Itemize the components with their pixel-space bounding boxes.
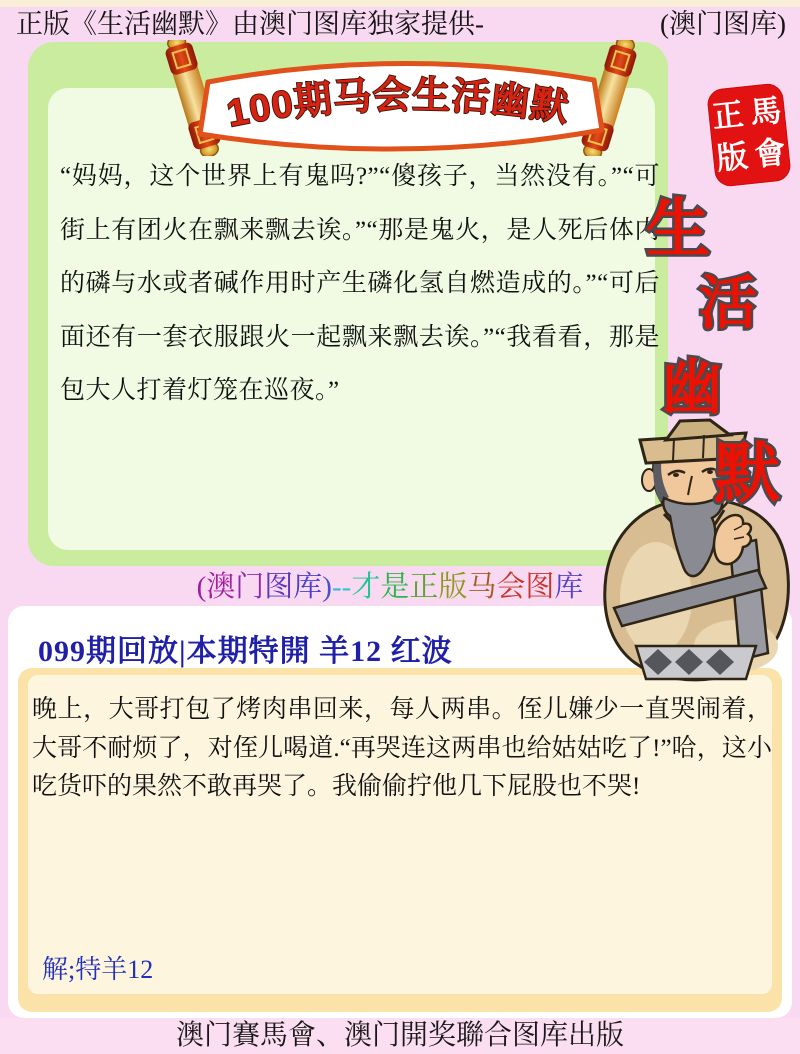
seal-char: 正	[710, 96, 746, 135]
header-provider-text: 正版《生活幽默》由澳门图库独家提供-	[16, 9, 484, 39]
tagline-char: 马	[467, 571, 497, 603]
banner-title-text: 100期马会生活幽默	[223, 74, 573, 136]
tagline-char: 才	[351, 571, 381, 603]
seal-char: 馬	[748, 92, 783, 131]
top-bar	[0, 7, 800, 42]
vertical-title-char: 活	[699, 269, 758, 337]
top-edge-strip	[0, 0, 800, 7]
replay-answer: 解;特羊12	[42, 955, 154, 984]
scroll-banner	[156, 40, 646, 156]
header-source-text: (澳门图库)	[660, 9, 786, 39]
footer-bar	[0, 1018, 800, 1054]
replay-gold-frame	[18, 668, 782, 1012]
seal-char: 會	[752, 134, 788, 173]
vertical-title-char: 幽	[662, 353, 722, 423]
tagline-char: 版	[438, 571, 468, 603]
main-joke-text: “妈妈，这个世界上有鬼吗?”“傻孩子，当然没有。”“可街上有团火在飘来飘去诶。”“那是鬼火，是人死后体内的磷与水或者碱作用时产生磷化氢自燃造成的。”“可后面还有一套衣服跟火一起飘来飘去诶。”“我看看，那是包大人打着灯笼在巡夜。”	[60, 163, 660, 404]
authentic-seal	[706, 82, 792, 187]
replay-inner-frame	[28, 675, 772, 994]
tagline-char: -	[341, 571, 352, 603]
vertical-title-char: 默	[714, 435, 780, 512]
seal-char: 版	[715, 138, 750, 177]
tagline-char: 是	[380, 571, 410, 603]
footer-text: 澳门賽馬會、澳门開奖聯合图库出版	[175, 1020, 624, 1051]
scroll-banner-icon	[156, 40, 646, 156]
tagline-char: (	[196, 571, 207, 603]
tagline-char: -	[331, 571, 342, 603]
tagline-char: 图	[264, 571, 294, 603]
tagline-char: 会	[496, 571, 526, 603]
tagline-char: 正	[409, 571, 439, 603]
replay-joke-text: 晚上，大哥打包了烤肉串回来，每人两串。侄儿嫌少一直哭闹着，大哥不耐烦了，对侄儿喝道.“再哭连这两串也给姑姑吃了!”哈，这小吃货吓的果然不敢再哭了。我偷偷拧他几下屁股也不哭!	[32, 696, 772, 800]
vertical-title-char: 生	[646, 193, 710, 267]
replay-title: 099期回放|本期特開 羊12 红波	[38, 635, 453, 668]
tagline-char: 库	[554, 571, 584, 603]
tagline-char: 门	[235, 571, 265, 603]
tagline-char: )	[322, 571, 332, 603]
tagline-char: 图	[525, 571, 555, 603]
tagline-char: 库	[293, 571, 323, 603]
tagline-char: 澳	[206, 571, 236, 603]
